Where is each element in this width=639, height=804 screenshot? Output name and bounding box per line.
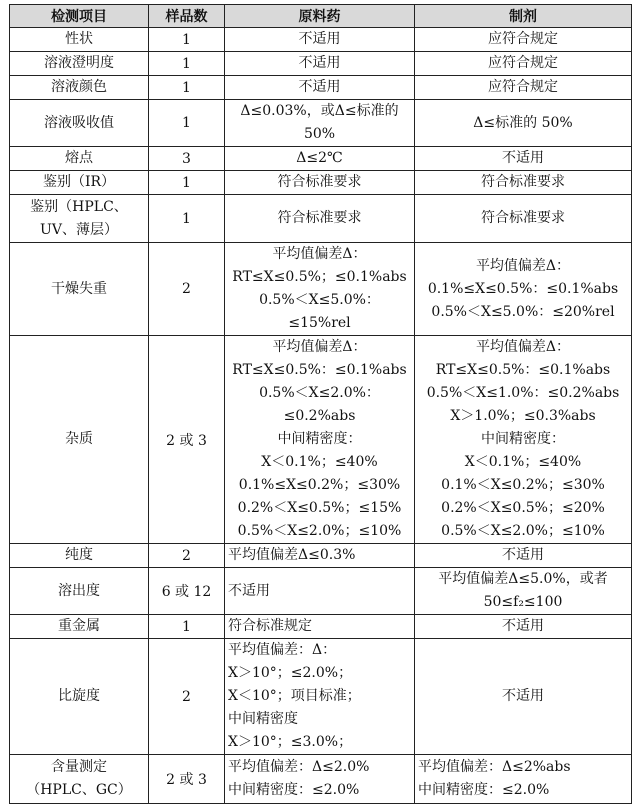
preparation-cell: [415, 76, 632, 100]
item-cell: [10, 639, 149, 755]
preparation-cell: [415, 28, 632, 52]
api-cell-line: X＞10°；≤2.0%；: [228, 665, 353, 681]
sample-count-cell: 6 或 12: [149, 568, 225, 615]
item-cell: [10, 147, 149, 171]
sample-count-cell: 1: [149, 28, 225, 52]
sample-count-cell: 2 或 3: [149, 336, 225, 544]
api-cell-line: 中间精密度：: [277, 431, 362, 447]
item-cell-line: 溶出度: [58, 582, 100, 599]
api-cell: [225, 755, 415, 804]
table-row: [10, 755, 632, 804]
preparation-cell-line: 中间精密度：≤2.0%: [418, 782, 550, 798]
preparation-cell-line: 符合标准要求: [481, 174, 565, 190]
preparation-cell: [415, 568, 632, 615]
preparation-cell: [415, 639, 632, 755]
preparation-cell-line: Δ≤标准的 50%: [473, 114, 573, 131]
table-row: [10, 100, 632, 147]
api-cell: [225, 52, 415, 76]
item-cell: [10, 52, 149, 76]
preparation-cell-line: X＞1.0%；≤0.3%abs: [450, 408, 596, 424]
item-cell-line: 鉴别（HPLC、: [30, 198, 128, 215]
item-cell-line: 干燥失重: [51, 280, 107, 297]
api-cell-line: 0.1%≤X≤0.2%；≤30%: [238, 477, 401, 493]
sample-count-cell: 1: [149, 52, 225, 76]
preparation-cell: [415, 336, 632, 544]
preparation-cell-line: 不适用: [502, 688, 544, 704]
preparation-cell-line: 平均值偏差Δ≤5.0%，或者: [438, 571, 608, 587]
api-cell: [225, 568, 415, 615]
api-cell-line: 不适用: [228, 582, 270, 599]
header-api: 原料药: [225, 5, 415, 28]
preparation-cell: [415, 52, 632, 76]
item-cell-line: 比旋度: [58, 688, 100, 704]
item-cell-line: 杂质: [65, 431, 93, 447]
sample-count-cell: 1: [149, 171, 225, 195]
api-cell-line: RT≤X≤0.5%：≤0.1%abs: [232, 362, 407, 378]
api-cell-line: ≤0.2%abs: [283, 408, 356, 424]
item-cell: [10, 100, 149, 147]
api-cell-line: 0.5%＜X≤5.0%：: [259, 292, 380, 308]
api-cell-line: 符合标准规定: [228, 618, 312, 634]
table-header: [10, 5, 632, 28]
preparation-cell: [415, 147, 632, 171]
api-cell: [225, 639, 415, 755]
spec-table: [9, 4, 632, 804]
api-cell-line: 平均值偏差：Δ：: [228, 642, 337, 658]
api-cell: [225, 243, 415, 336]
preparation-cell: [415, 100, 632, 147]
table-row: [10, 52, 632, 76]
table-row: [10, 336, 632, 544]
preparation-cell: [415, 755, 632, 804]
sample-count-cell: 1: [149, 100, 225, 147]
header-sample-count: 样品数: [149, 5, 225, 28]
api-cell-line: 0.5%＜X≤2.0%；≤10%: [237, 523, 402, 539]
item-cell: [10, 336, 149, 544]
item-cell-line: 溶液颜色: [51, 79, 107, 95]
api-cell-line: Δ≤2℃: [296, 150, 343, 166]
api-cell-line: X＜10°；项目标准；: [228, 688, 361, 704]
api-cell-line: 不适用: [298, 55, 341, 71]
api-cell-line: 中间精密度：≤2.0%: [228, 782, 360, 798]
table-row: [10, 76, 632, 100]
preparation-cell-line: 应符合规定: [488, 31, 558, 47]
item-cell: [10, 171, 149, 195]
table-row: [10, 171, 632, 195]
sample-count-cell: 2: [149, 544, 225, 568]
preparation-cell-line: 中间精密度：: [481, 431, 565, 447]
preparation-cell-line: X＜0.1%；≤40%: [464, 454, 582, 470]
api-cell-line: 符合标准要求: [277, 174, 362, 190]
item-cell-line: 鉴别（IR）: [42, 174, 116, 190]
table-row: [10, 639, 632, 755]
api-cell-line: 50%: [303, 126, 336, 142]
item-cell: [10, 76, 149, 100]
api-cell: [225, 76, 415, 100]
api-cell-line: RT≤X≤0.5%；≤0.1%abs: [232, 269, 407, 285]
api-cell-line: 平均值偏差Δ：: [272, 246, 367, 262]
sample-count-cell: 1: [149, 195, 225, 243]
table-row: [10, 28, 632, 52]
preparation-cell: [415, 195, 632, 243]
api-cell-line: 符合标准要求: [277, 210, 362, 226]
sample-count-cell: 2: [149, 243, 225, 336]
preparation-cell-line: 不适用: [502, 618, 544, 634]
item-cell: [10, 615, 149, 639]
api-cell: [225, 171, 415, 195]
table-row: [10, 147, 632, 171]
item-cell: [10, 28, 149, 52]
api-cell-line: 0.2%＜X≤0.5%；≤15%: [237, 500, 402, 516]
api-cell-line: X＞10°；≤3.0%；: [228, 734, 353, 750]
preparation-cell-line: RT≤X≤0.5%：≤0.1%abs: [435, 362, 611, 378]
item-cell-line: 性状: [65, 31, 93, 47]
preparation-cell-line: 平均值偏差：Δ≤2%abs: [418, 759, 571, 775]
api-cell-line: 平均值偏差：Δ≤2.0%: [228, 759, 370, 775]
header-row: [10, 5, 632, 28]
preparation-cell-line: 50≤f₂≤100: [483, 594, 563, 610]
item-cell-line: 纯度: [65, 547, 93, 563]
preparation-cell-line: 平均值偏差Δ：: [475, 257, 571, 274]
preparation-cell-line: 0.5%＜X≤1.0%：≤0.2%abs: [426, 385, 620, 401]
api-cell: [225, 336, 415, 544]
preparation-cell-line: 应符合规定: [488, 55, 558, 71]
api-cell-line: 平均值偏差Δ≤0.3%: [228, 547, 356, 563]
item-cell-line: UV、薄层）: [40, 221, 118, 238]
api-cell-line: ≤15%rel: [288, 315, 351, 331]
api-cell: [225, 615, 415, 639]
item-cell-line: 溶液吸收值: [44, 114, 114, 131]
sample-count-cell: 1: [149, 615, 225, 639]
preparation-cell: [415, 171, 632, 195]
item-cell: [10, 195, 149, 243]
sample-count-cell: 2: [149, 639, 225, 755]
api-cell-line: Δ≤0.03%，或Δ≤标准的: [240, 103, 399, 119]
preparation-cell: [415, 615, 632, 639]
api-cell-line: 中间精密度: [228, 711, 298, 727]
api-cell: [225, 100, 415, 147]
table-row: [10, 544, 632, 568]
api-cell: [225, 544, 415, 568]
api-cell-line: 不适用: [298, 31, 341, 47]
api-cell: [225, 147, 415, 171]
header-item: 检测项目: [10, 5, 149, 28]
item-cell: [10, 544, 149, 568]
preparation-cell-line: 0.1%≤X≤0.5%：≤0.1%abs: [427, 280, 619, 297]
table-body: [10, 28, 632, 804]
item-cell-line: 含量测定: [51, 759, 107, 775]
preparation-cell: [415, 243, 632, 336]
item-cell-line: （HPLC、GC）: [26, 782, 132, 798]
preparation-cell-line: 0.5%＜X≤5.0%：≤20%rel: [431, 303, 615, 320]
item-cell: [10, 243, 149, 336]
sample-count-cell: 3: [149, 147, 225, 171]
preparation-cell-line: 符合标准要求: [481, 210, 565, 226]
item-cell-line: 熔点: [65, 150, 93, 166]
item-cell: [10, 568, 149, 615]
table-row: [10, 243, 632, 336]
api-cell-line: X＜0.1%；≤40%: [261, 454, 378, 470]
table-row: [10, 195, 632, 243]
item-cell-line: 溶液澄明度: [44, 55, 114, 71]
preparation-cell-line: 0.2%＜X≤0.5%；≤20%: [441, 500, 605, 516]
table-row: [10, 615, 632, 639]
item-cell-line: 重金属: [58, 618, 100, 634]
table-row: [10, 568, 632, 615]
api-cell: [225, 195, 415, 243]
preparation-cell-line: 不适用: [502, 150, 544, 166]
api-cell: [225, 28, 415, 52]
preparation-cell-line: 平均值偏差Δ：: [475, 339, 571, 355]
header-preparation: 制剂: [415, 5, 632, 28]
item-cell: [10, 755, 149, 804]
sample-count-cell: 2 或 3: [149, 755, 225, 804]
preparation-cell-line: 应符合规定: [488, 79, 558, 95]
preparation-cell-line: 0.5%＜X≤2.0%；≤10%: [441, 523, 605, 539]
api-cell-line: 0.5%＜X≤2.0%：: [259, 385, 380, 401]
preparation-cell-line: 不适用: [502, 547, 544, 563]
api-cell-line: 不适用: [298, 79, 341, 95]
sample-count-cell: 1: [149, 76, 225, 100]
preparation-cell: [415, 544, 632, 568]
preparation-cell-line: 0.1%＜X≤0.2%；≤30%: [441, 477, 605, 493]
api-cell-line: 平均值偏差Δ：: [272, 339, 367, 355]
